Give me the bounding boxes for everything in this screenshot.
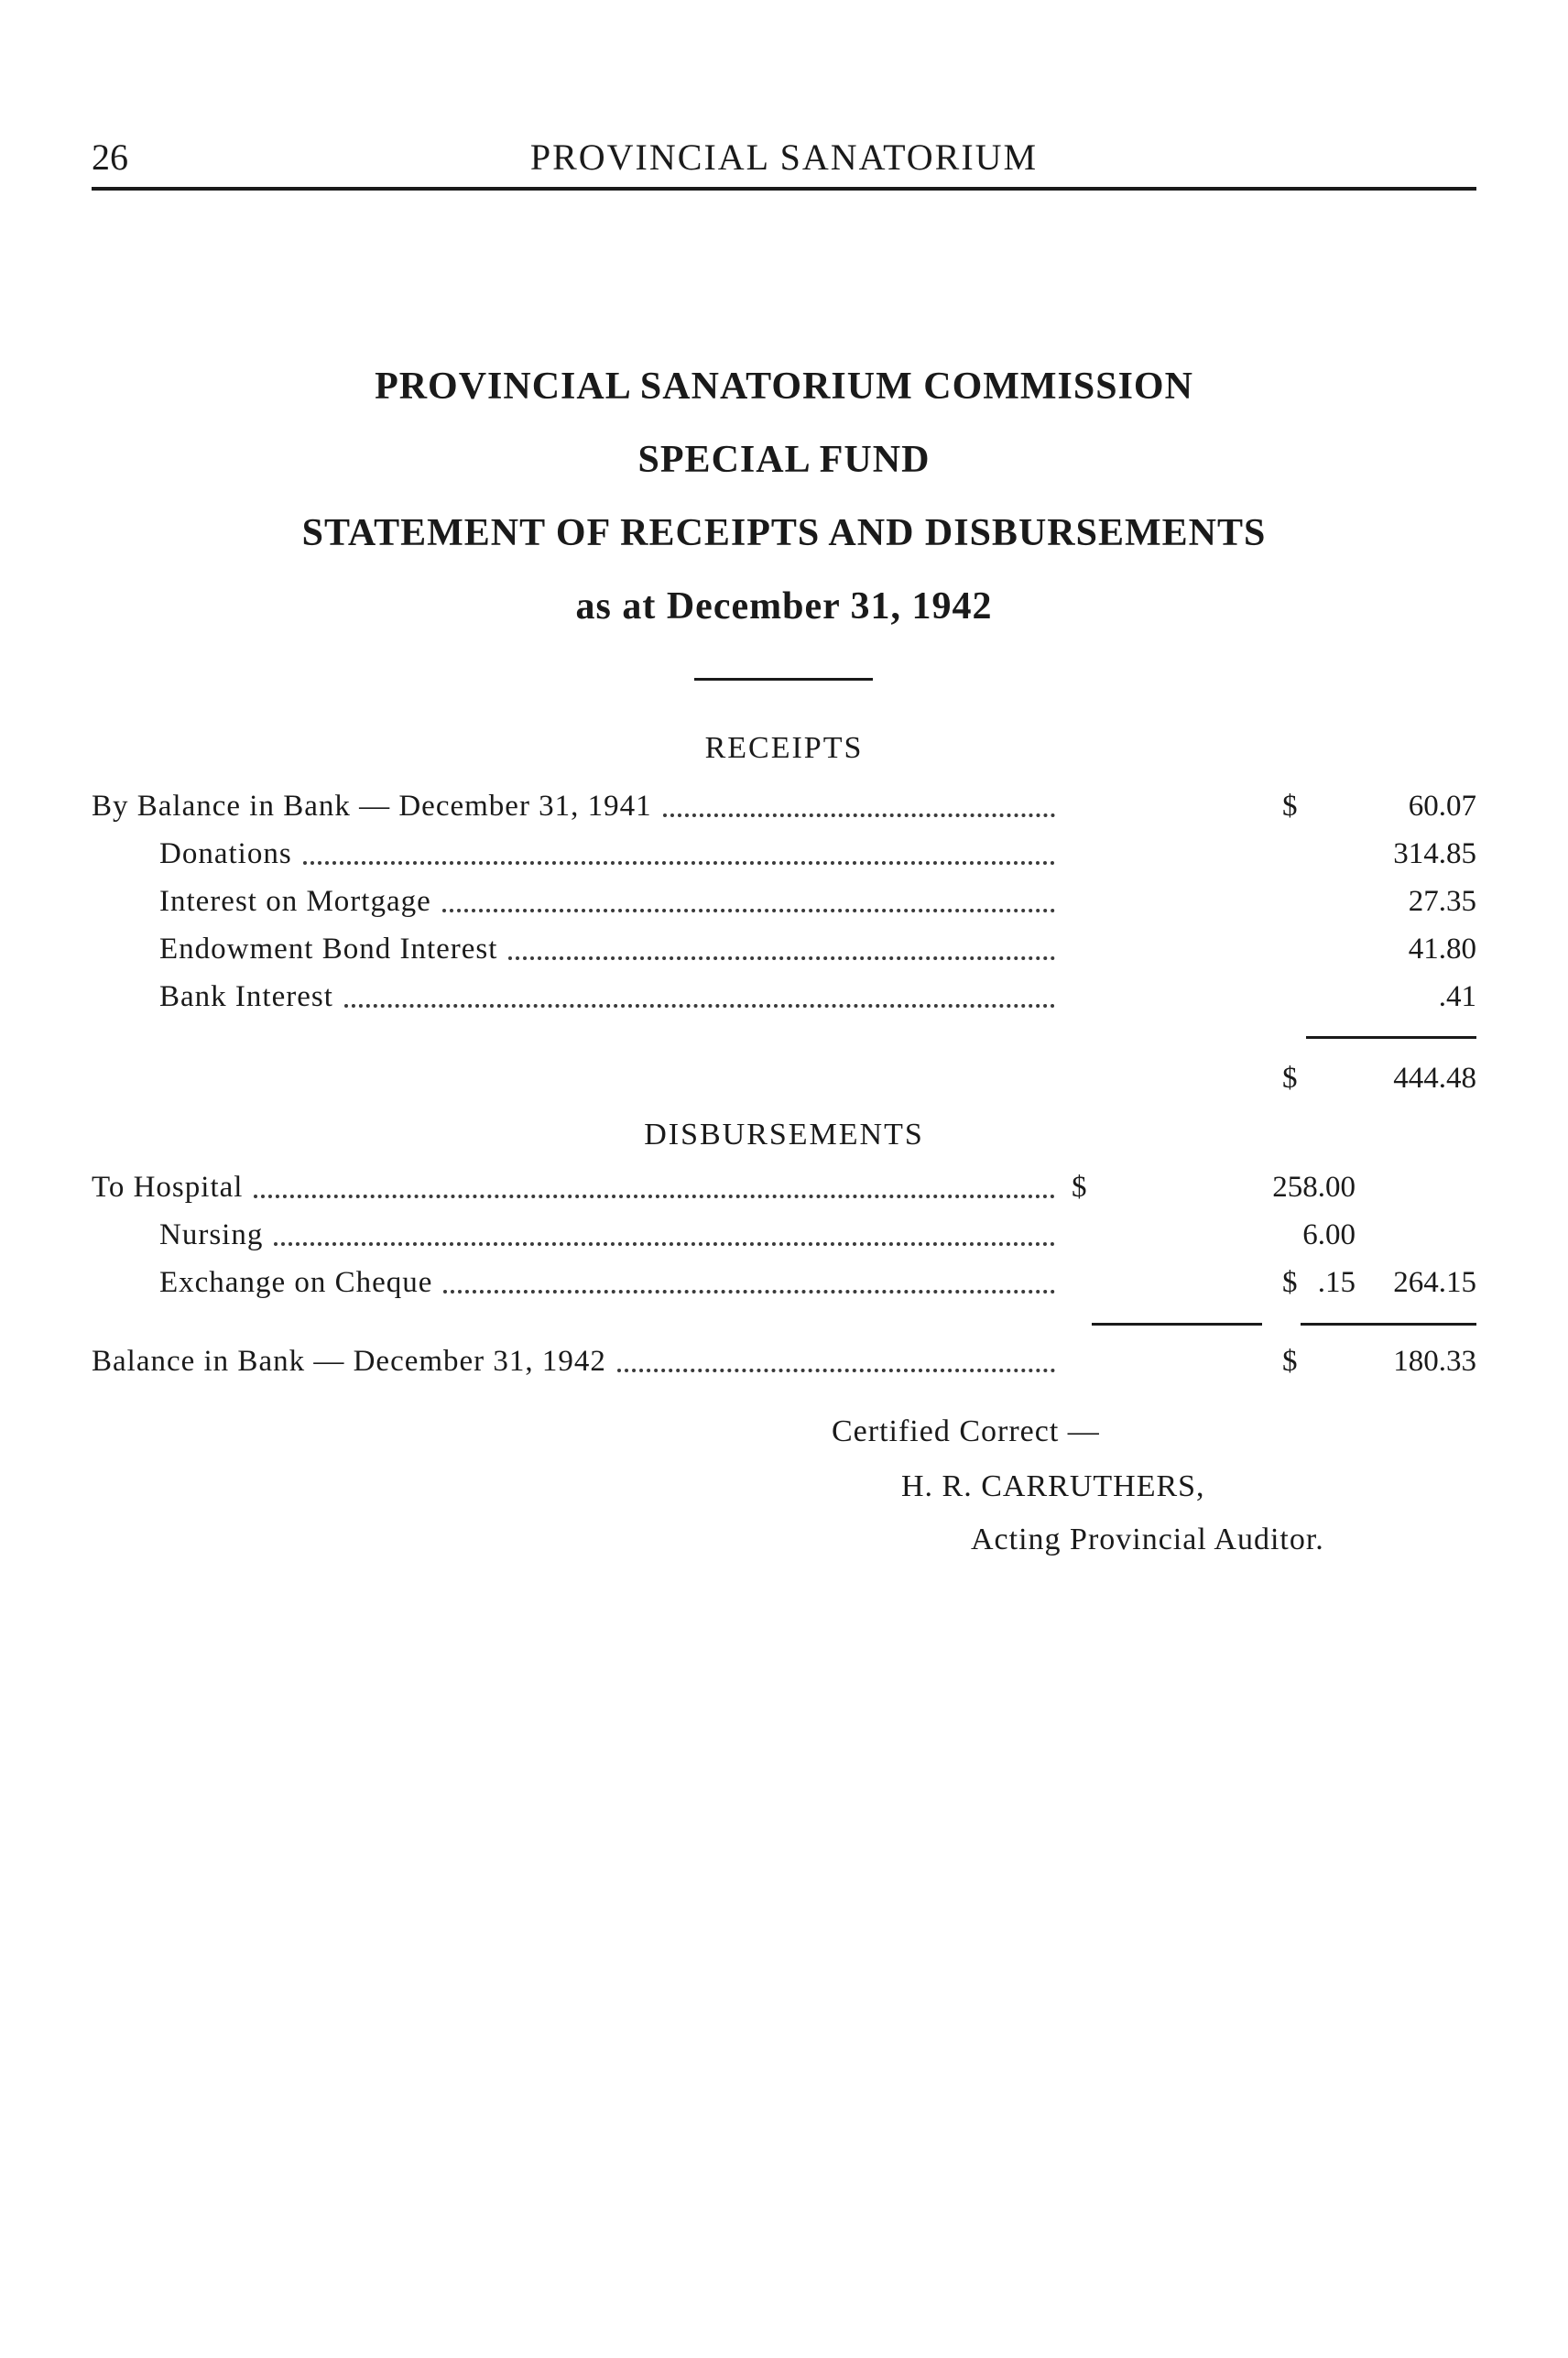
dollar-sign: $ bbox=[1282, 1266, 1298, 1299]
fund-title: SPECIAL FUND bbox=[637, 439, 931, 481]
receipts-heading: RECEIPTS bbox=[704, 731, 864, 765]
dot-leader bbox=[663, 813, 1055, 817]
statement-title: STATEMENT OF RECEIPTS AND DISBURSEMENTS bbox=[301, 512, 1267, 554]
disbursements-subtotal-rule bbox=[1092, 1323, 1262, 1326]
certified-correct: Certified Correct — bbox=[832, 1414, 1100, 1448]
receipt-row bbox=[92, 929, 1476, 969]
disbursement-label: Exchange on Cheque bbox=[159, 1266, 433, 1299]
disbursements-heading: DISBURSEMENTS bbox=[644, 1118, 924, 1152]
dot-leader bbox=[344, 1004, 1055, 1008]
receipt-label: Interest on Mortgage bbox=[159, 885, 431, 918]
disbursement-amount: 258.00 bbox=[1272, 1171, 1356, 1204]
disbursement-amount: 6.00 bbox=[1302, 1218, 1356, 1251]
disbursement-row bbox=[92, 1167, 1476, 1207]
balance-amount: 180.33 bbox=[1393, 1345, 1476, 1378]
header-rule bbox=[92, 187, 1476, 191]
receipts-total-rule bbox=[1306, 1036, 1476, 1039]
disbursement-label: Nursing bbox=[159, 1218, 264, 1251]
dot-leader bbox=[508, 956, 1055, 960]
receipt-label: Endowment Bond Interest bbox=[159, 933, 498, 966]
dot-leader bbox=[274, 1242, 1055, 1246]
receipt-amount: .41 bbox=[1438, 980, 1476, 1013]
receipt-amount: 314.85 bbox=[1393, 837, 1476, 870]
dollar-sign: $ bbox=[1282, 1062, 1298, 1095]
dot-leader bbox=[443, 1290, 1055, 1294]
receipt-label: Donations bbox=[159, 837, 292, 870]
receipt-label: Bank Interest bbox=[159, 980, 333, 1013]
receipt-row bbox=[92, 834, 1476, 874]
balance-row bbox=[92, 1341, 1476, 1381]
receipts-total: 444.48 bbox=[1393, 1062, 1476, 1095]
dot-leader bbox=[254, 1195, 1055, 1198]
dot-leader bbox=[617, 1369, 1055, 1372]
receipt-amount: 60.07 bbox=[1408, 790, 1476, 823]
auditor-name: H. R. CARRUTHERS, bbox=[901, 1469, 1205, 1503]
page-number: 26 bbox=[92, 136, 128, 178]
disbursement-amount: .15 bbox=[1317, 1266, 1356, 1299]
receipt-row bbox=[92, 786, 1476, 826]
auditor-title: Acting Provincial Auditor. bbox=[971, 1523, 1324, 1556]
statement-date: as at December 31, 1942 bbox=[575, 585, 993, 628]
dollar-sign: $ bbox=[1282, 1345, 1298, 1378]
running-head: PROVINCIAL SANATORIUM bbox=[529, 136, 1039, 178]
balance-rule bbox=[1301, 1323, 1476, 1326]
disbursement-row bbox=[92, 1262, 1476, 1303]
receipt-amount: 27.35 bbox=[1408, 885, 1476, 918]
receipts-total-row bbox=[92, 1058, 1476, 1098]
disbursements-total: 264.15 bbox=[1393, 1266, 1476, 1299]
receipt-row bbox=[92, 977, 1476, 1017]
balance-label: Balance in Bank — December 31, 1942 bbox=[92, 1345, 606, 1378]
title-divider bbox=[694, 678, 873, 681]
receipt-amount: 41.80 bbox=[1408, 933, 1476, 966]
receipt-label: By Balance in Bank — December 31, 1941 bbox=[92, 790, 652, 823]
dollar-sign: $ bbox=[1282, 790, 1298, 823]
dot-leader bbox=[303, 861, 1055, 865]
disbursement-row bbox=[92, 1215, 1476, 1255]
receipt-row bbox=[92, 881, 1476, 922]
dollar-sign: $ bbox=[1072, 1171, 1087, 1204]
disbursement-label: To Hospital bbox=[92, 1171, 244, 1204]
document-title: PROVINCIAL SANATORIUM COMMISSION bbox=[375, 366, 1193, 408]
dot-leader bbox=[442, 909, 1055, 912]
